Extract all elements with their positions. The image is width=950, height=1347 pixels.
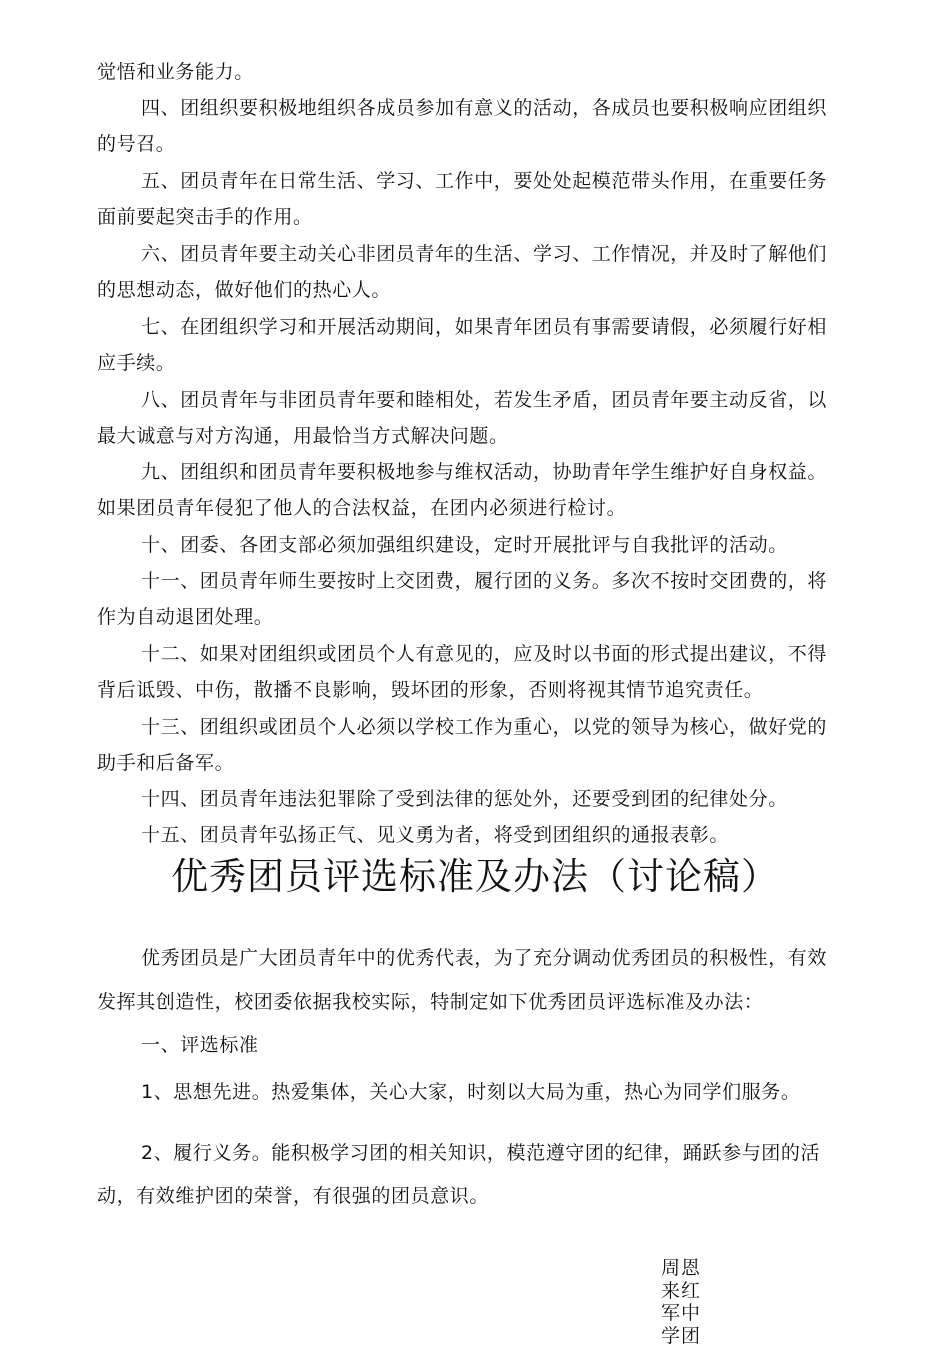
paragraph-line: 2、履行义务。能积极学习团的相关知识，模范遵守团的纪律，踊跃参与团的活 bbox=[141, 1142, 821, 1164]
paragraph-line: 十五、团员青年弘扬正气、见义勇为者，将受到团组织的通报表彰。 bbox=[141, 824, 730, 846]
paragraph-line: 的思想动态，做好他们的热心人。 bbox=[97, 279, 392, 301]
paragraph-line: 十二、如果对团组织或团员个人有意见的，应及时以书面的形式提出建议，不得 bbox=[141, 643, 828, 665]
paragraph-line: 背后诋毁、中伤，散播不良影响，毁坏团的形象，否则将视其情节追究责任。 bbox=[97, 679, 764, 701]
paragraph-line: 九、团组织和团员青年要积极地参与维权活动，协助青年学生维护好自身权益。 bbox=[141, 461, 828, 483]
paragraph-line: 动，有效维护团的荣誉，有很强的团员意识。 bbox=[97, 1185, 490, 1207]
paragraph-line: 作为自动退团处理。 bbox=[97, 606, 274, 628]
paragraph-line: 十一、团员青年师生要按时上交团费，履行团的义务。多次不按时交团费的，将 bbox=[141, 570, 828, 592]
paragraph-line: 的号召。 bbox=[97, 133, 176, 155]
paragraph-line: 十、团委、各团支部必须加强组织建设，定时开展批评与自我批评的活动。 bbox=[141, 534, 788, 556]
paragraph-line: 发挥其创造性，校团委依据我校实际，特制定如下优秀团员评选标准及办法： bbox=[97, 991, 764, 1013]
paragraph-line: 助手和后备军。 bbox=[97, 752, 235, 774]
paragraph-line: 优秀团员是广大团员青年中的优秀代表，为了充分调动优秀团员的积极性，有效 bbox=[141, 947, 828, 969]
paragraph-line: 八、团员青年与非团员青年要和睦相处，若发生矛盾，团员青年要主动反省，以 bbox=[141, 389, 828, 411]
paragraph-line: 四、团组织要积极地组织各成员参加有意义的活动，各成员也要积极响应团组织 bbox=[141, 97, 828, 119]
paragraph-line: 觉悟和业务能力。 bbox=[97, 61, 254, 83]
paragraph-line: 十三、团组织或团员个人必须以学校工作为重心，以党的领导为核心，做好党的 bbox=[141, 716, 828, 738]
paragraph-line: 七、在团组织学习和开展活动期间，如果青年团员有事需要请假，必须履行好相 bbox=[141, 316, 828, 338]
paragraph-line: 面前要起突击手的作用。 bbox=[97, 206, 313, 228]
paragraph-line: 如果团员青年侵犯了他人的合法权益，在团内必须进行检讨。 bbox=[97, 497, 627, 519]
paragraph-line: 十四、团员青年违法犯罪除了受到法律的惩处外，还要受到团的纪律处分。 bbox=[141, 788, 788, 810]
paragraph-line: 应手续。 bbox=[97, 352, 176, 374]
signature-block: 周恩来红军中学团 bbox=[661, 1257, 702, 1347]
document-title: 优秀团员评选标准及办法（讨论稿） bbox=[171, 855, 779, 898]
paragraph-line: 五、团员青年在日常生活、学习、工作中，要处处起模范带头作用，在重要任务 bbox=[141, 170, 828, 192]
paragraph-line: 六、团员青年要主动关心非团员青年的生活、学习、工作情况，并及时了解他们 bbox=[141, 243, 828, 265]
paragraph-line: 最大诚意与对方沟通，用最恰当方式解决问题。 bbox=[97, 425, 509, 447]
paragraph-line: 1、思想先进。热爱集体，关心大家，时刻以大局为重，热心为同学们服务。 bbox=[141, 1081, 801, 1103]
section-heading: 一、评选标准 bbox=[141, 1034, 259, 1056]
